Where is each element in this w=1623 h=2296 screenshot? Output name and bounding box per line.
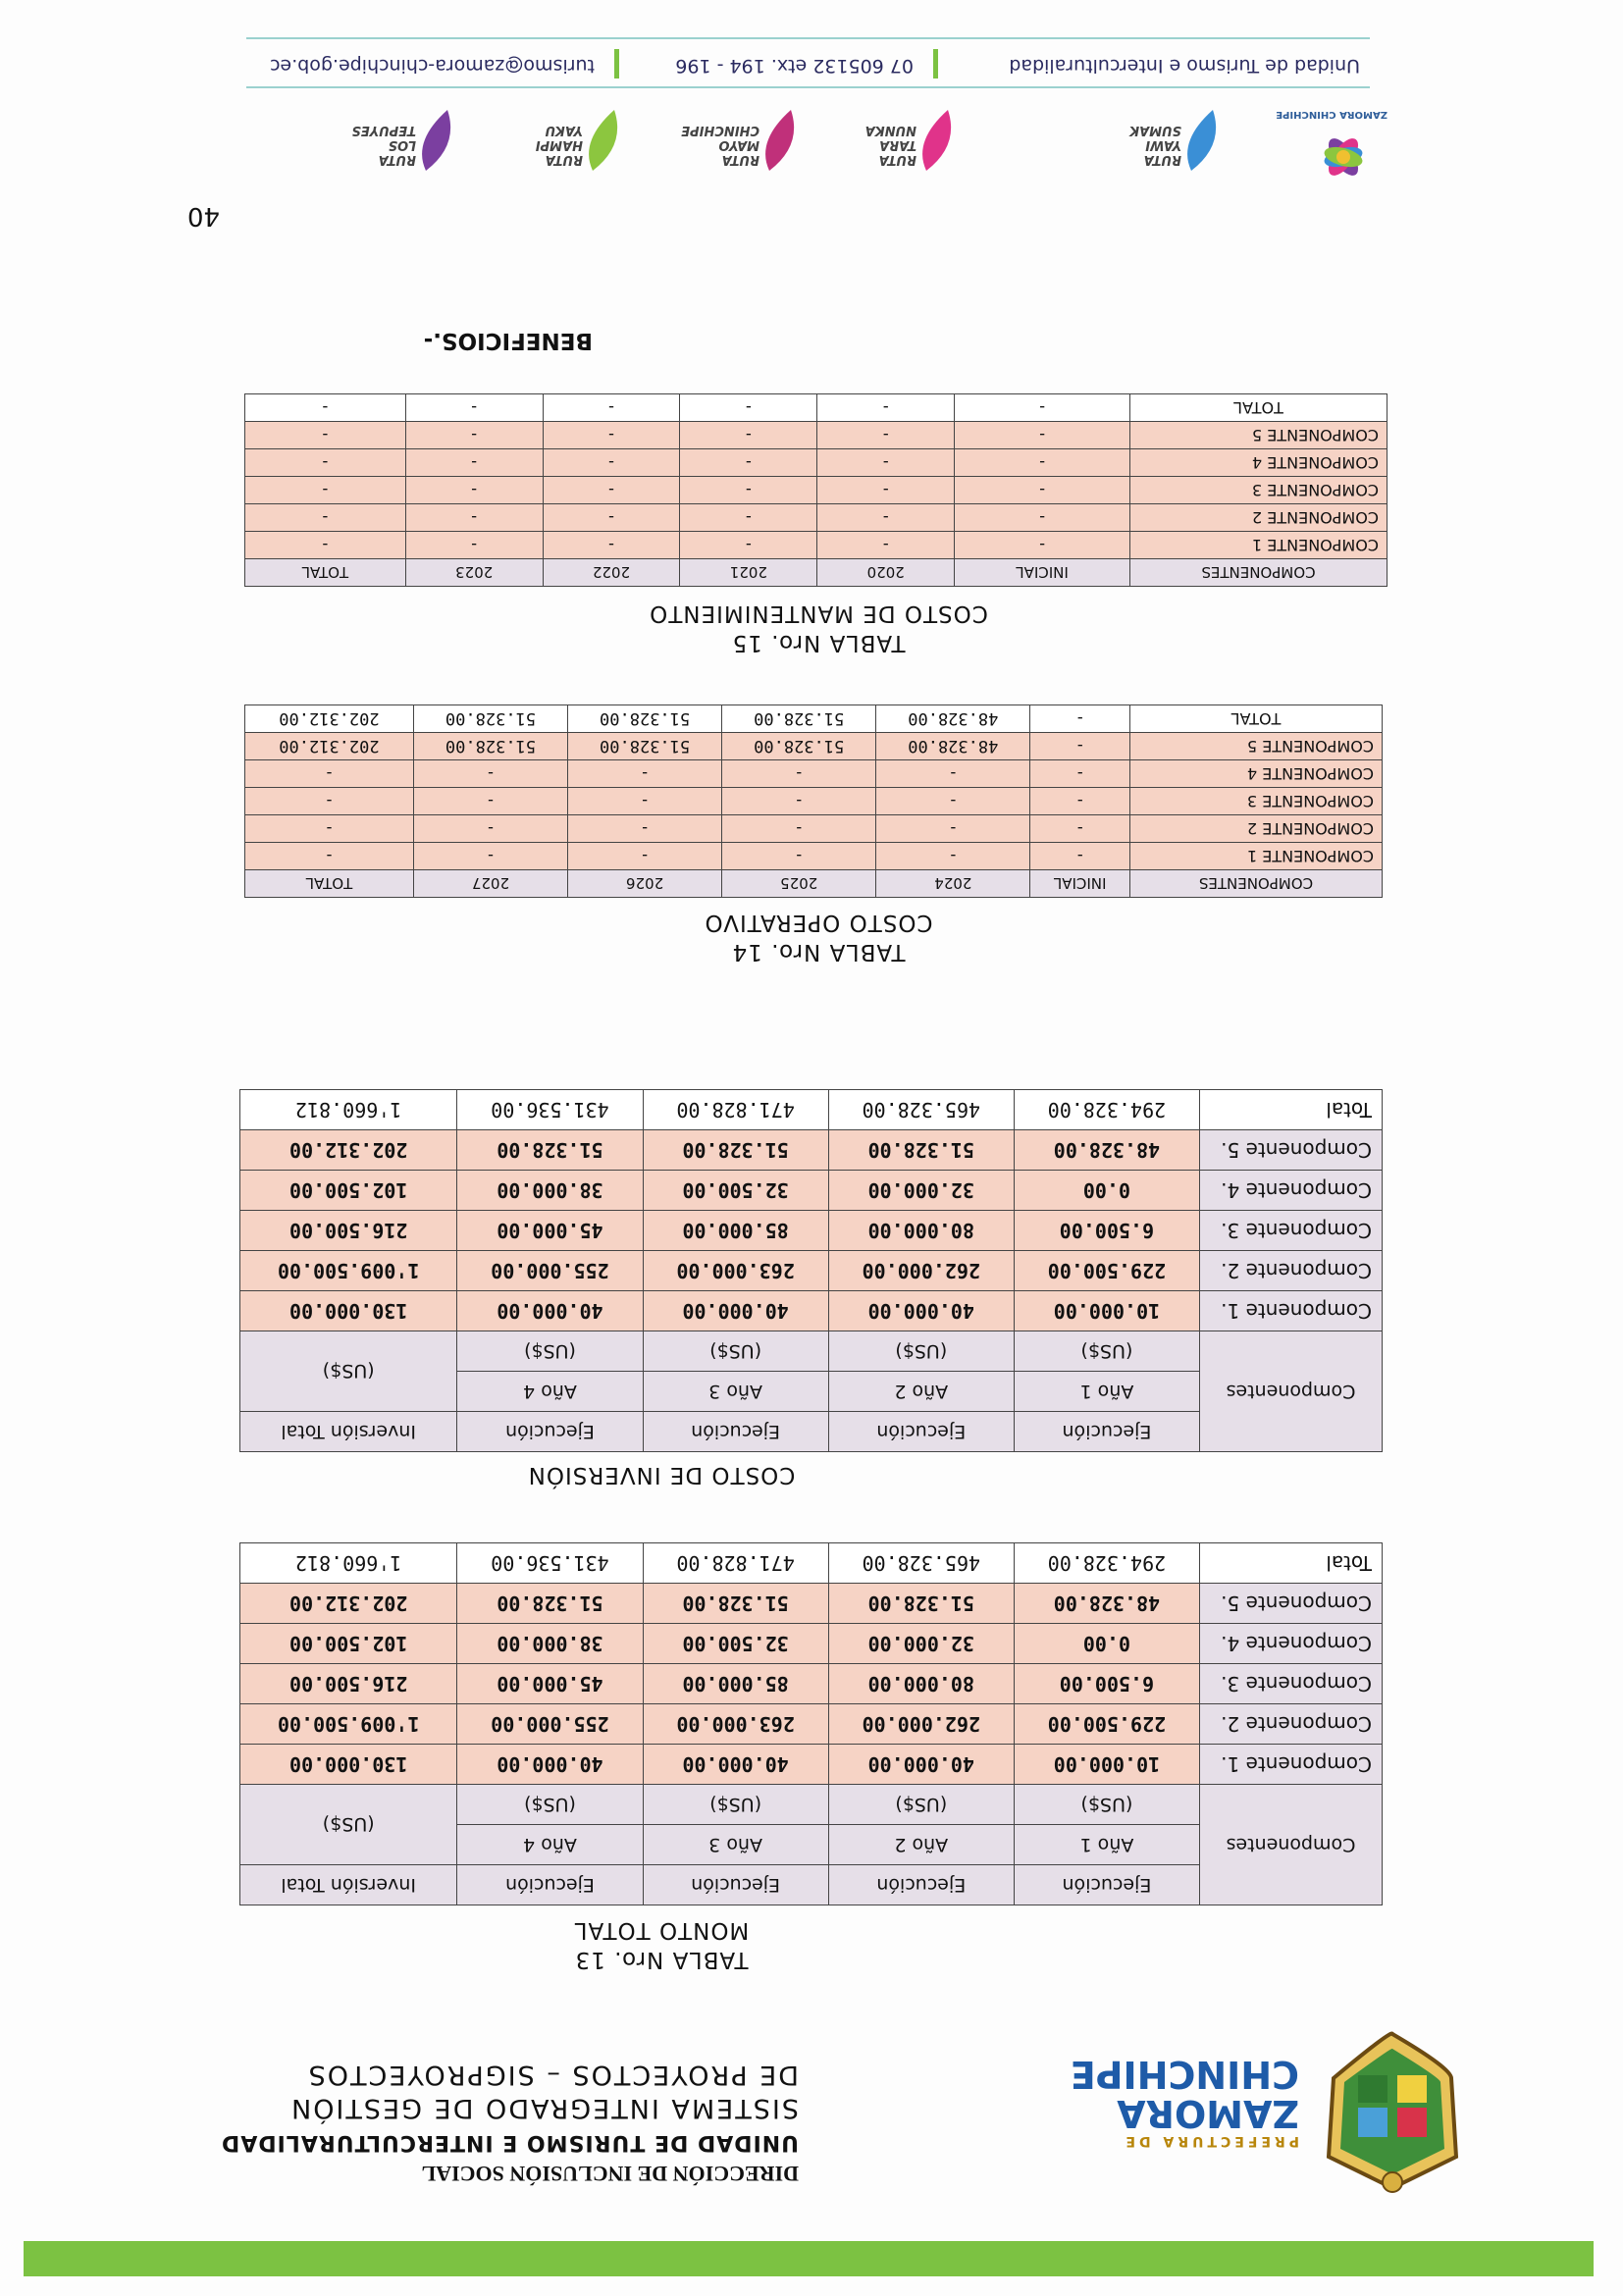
- cell: -: [1030, 733, 1130, 760]
- row-label: COMPONENTE 2: [1130, 504, 1387, 532]
- cell: 48.328.00: [876, 733, 1030, 760]
- table14-header: COMPONENTES: [1130, 870, 1383, 898]
- table14-caption: [524, 908, 1113, 966]
- cell: 471.828.00: [643, 1090, 828, 1130]
- cell: 431.536.00: [457, 1090, 643, 1130]
- table13-unit: (US$): [828, 1785, 1014, 1825]
- inv-header: Ejecución: [457, 1412, 643, 1452]
- table14-header: INICIAL: [1030, 870, 1130, 898]
- table14-subtitle: COSTO OPERATIVO: [704, 910, 933, 935]
- zamora-chinchipe-tourism-logo: [1240, 98, 1387, 186]
- table13-year: Año 4: [457, 1825, 643, 1865]
- table-row: [240, 1291, 1383, 1331]
- cell: -: [405, 477, 543, 504]
- total-label: TOTAL: [1130, 394, 1387, 422]
- table13-header: Ejecución: [457, 1865, 643, 1905]
- ruta-name: HAMPI: [535, 137, 583, 152]
- cell: -: [955, 477, 1130, 504]
- table14: [244, 704, 1383, 898]
- cell: -: [817, 394, 955, 422]
- cell: -: [568, 788, 722, 815]
- cell: 0.00: [1014, 1624, 1199, 1664]
- cell: -: [722, 815, 876, 843]
- row-label: COMPONENTE 1: [1130, 843, 1383, 870]
- inv-col-componentes: Componentes: [1200, 1331, 1383, 1452]
- table-row: [240, 1251, 1383, 1291]
- ruta-name: YAWI: [1145, 137, 1181, 152]
- cell: 51.328.00: [722, 733, 876, 760]
- cell: -: [245, 504, 406, 532]
- cell: -: [568, 815, 722, 843]
- cell: -: [405, 449, 543, 477]
- cell: -: [405, 532, 543, 559]
- cell: 216.500.00: [240, 1664, 457, 1704]
- table13: [239, 1542, 1383, 1905]
- table13-year: (US$): [240, 1785, 457, 1865]
- inv-year: Año 2: [828, 1372, 1014, 1412]
- cell: 51.328.00: [568, 733, 722, 760]
- inv-unit: (US$): [828, 1331, 1014, 1372]
- inv-year: (US$): [240, 1331, 457, 1412]
- table-row: [240, 1624, 1383, 1664]
- table-row: [245, 532, 1387, 559]
- cell: -: [955, 532, 1130, 559]
- page-footer: [0, 0, 1623, 186]
- cell: 51.328.00: [413, 705, 567, 733]
- inv-unit: (US$): [457, 1331, 643, 1372]
- cell: 202.312.00: [245, 705, 414, 733]
- row-label: Componente 4.: [1200, 1624, 1383, 1664]
- cell: -: [817, 532, 955, 559]
- unidad-line: UNIDAD DE TURISMO E INTERCULTURALIDAD: [221, 2130, 799, 2155]
- cell: -: [680, 504, 817, 532]
- cell: 85.000.00: [643, 1664, 828, 1704]
- zamora-text: ZAMORA: [1117, 2092, 1299, 2135]
- ruta-name: CHINCHIPE: [681, 123, 759, 137]
- row-label: Componente 5.: [1200, 1130, 1383, 1171]
- table13-year: Año 2: [828, 1825, 1014, 1865]
- cell: -: [245, 449, 406, 477]
- inv-unit: (US$): [1014, 1331, 1199, 1372]
- footer-separator: [933, 49, 938, 78]
- leaf-icon: [410, 106, 455, 175]
- page-number: 40: [186, 201, 220, 231]
- cell: -: [405, 422, 543, 449]
- cell: 6.500.00: [1014, 1664, 1199, 1704]
- cell: -: [955, 504, 1130, 532]
- cell: 10.000.00: [1014, 1291, 1199, 1331]
- total-label: Total: [1200, 1090, 1383, 1130]
- prefectura-seal-icon: [1319, 2029, 1466, 2196]
- row-label: Componente 1.: [1200, 1291, 1383, 1331]
- cell: 465.328.00: [828, 1090, 1014, 1130]
- cell: -: [568, 760, 722, 788]
- cell: 40.000.00: [457, 1745, 643, 1785]
- cell: -: [405, 394, 543, 422]
- inv-header: Ejecución: [643, 1412, 828, 1452]
- table15-header: INICIAL: [955, 559, 1130, 587]
- cell: 48.328.00: [876, 705, 1030, 733]
- cell: -: [876, 815, 1030, 843]
- cell: -: [955, 422, 1130, 449]
- cell: -: [245, 815, 414, 843]
- cell: 32.500.00: [643, 1171, 828, 1211]
- cell: 202.312.00: [240, 1584, 457, 1624]
- cell: -: [955, 449, 1130, 477]
- cell: 1'009.500.00: [240, 1251, 457, 1291]
- cell: -: [876, 843, 1030, 870]
- cell: 45.000.00: [457, 1664, 643, 1704]
- ruta-word: RUTA: [1143, 152, 1181, 167]
- row-label: Componente 4.: [1200, 1171, 1383, 1211]
- cell: -: [413, 815, 567, 843]
- table13-header: Ejecución: [643, 1865, 828, 1905]
- cell: 45.000.00: [457, 1211, 643, 1251]
- cell: 51.328.00: [457, 1584, 643, 1624]
- cell: 431.536.00: [457, 1543, 643, 1584]
- table-row: [245, 449, 1387, 477]
- cell: -: [680, 532, 817, 559]
- table-row: [240, 1130, 1383, 1171]
- inv-year: Año 1: [1014, 1372, 1199, 1412]
- cell: -: [955, 394, 1130, 422]
- cell: 10.000.00: [1014, 1745, 1199, 1785]
- cell: -: [817, 477, 955, 504]
- footer-unit-text: Unidad de Turismo e Interculturalidad: [1009, 55, 1360, 77]
- table13-header: Ejecución: [828, 1865, 1014, 1905]
- cell: -: [413, 788, 567, 815]
- footer-phone: 07 605132 etx. 194 - 196: [675, 55, 914, 77]
- cell: -: [413, 843, 567, 870]
- table-row: [245, 843, 1383, 870]
- cell: -: [680, 422, 817, 449]
- cell: 38.000.00: [457, 1171, 643, 1211]
- cell: 263.000.00: [643, 1251, 828, 1291]
- sigproyectos-line: DE PROYECTOS – SIGPROYECTOS: [306, 2060, 799, 2090]
- cell: 51.328.00: [643, 1584, 828, 1624]
- leaf-icon: [1176, 106, 1221, 175]
- cell: 51.328.00: [643, 1130, 828, 1171]
- cell: 80.000.00: [828, 1211, 1014, 1251]
- table15-title: TABLA Nro. 15: [731, 630, 906, 655]
- ruta-name: TARA: [879, 137, 916, 152]
- cell: 0.00: [1014, 1171, 1199, 1211]
- table13-unit: (US$): [643, 1785, 828, 1825]
- cell: 32.500.00: [643, 1624, 828, 1664]
- ruta-name: YAKU: [545, 123, 583, 137]
- table15-header: 2020: [817, 559, 955, 587]
- ruta-logo: [681, 101, 799, 175]
- table13-caption: [387, 1915, 936, 1974]
- table13-unit: (US$): [457, 1785, 643, 1825]
- page-header: [0, 2011, 1623, 2208]
- cell: 32.000.00: [828, 1624, 1014, 1664]
- cell: -: [876, 760, 1030, 788]
- footer-email[interactable]: turismo@zamora-chinchipe.gob.ec: [270, 55, 595, 77]
- table15-header: 2021: [680, 559, 817, 587]
- flower-icon: [1299, 118, 1387, 186]
- cell: 6.500.00: [1014, 1211, 1199, 1251]
- ruta-name: TEPUYES: [351, 123, 416, 137]
- cell: 294.328.00: [1014, 1090, 1199, 1130]
- cell: -: [245, 422, 406, 449]
- cell: 1'009.500.00: [240, 1704, 457, 1745]
- row-label: Componente 3.: [1200, 1211, 1383, 1251]
- table14-header: 2025: [722, 870, 876, 898]
- cell: 48.328.00: [1014, 1584, 1199, 1624]
- cell: 40.000.00: [828, 1291, 1014, 1331]
- table-row: [240, 1211, 1383, 1251]
- table-row: [245, 477, 1387, 504]
- cell: -: [1030, 788, 1130, 815]
- cell: -: [722, 788, 876, 815]
- cell: -: [245, 788, 414, 815]
- cell: 48.328.00: [1014, 1130, 1199, 1171]
- cell: -: [680, 477, 817, 504]
- inv-year: Año 3: [643, 1372, 828, 1412]
- table-total-row: [245, 394, 1387, 422]
- table13-title: TABLA Nro. 13: [574, 1947, 749, 1972]
- cell: -: [543, 477, 680, 504]
- table15-header: COMPONENTES: [1130, 559, 1387, 587]
- cell: 255.000.00: [457, 1251, 643, 1291]
- ruta-word: RUTA: [545, 152, 583, 167]
- cell: -: [245, 532, 406, 559]
- row-label: COMPONENTE 2: [1130, 815, 1383, 843]
- cell: 51.328.00: [828, 1130, 1014, 1171]
- cell: 202.312.00: [245, 733, 414, 760]
- table15-header: TOTAL: [245, 559, 406, 587]
- cell: -: [722, 843, 876, 870]
- table15-caption: [524, 599, 1113, 657]
- row-label: COMPONENTE 3: [1130, 788, 1383, 815]
- footer-separator: [614, 49, 619, 78]
- table-row: [240, 1584, 1383, 1624]
- table14-title: TABLA Nro. 14: [731, 939, 906, 965]
- table14-header: 2024: [876, 870, 1030, 898]
- cell: 263.000.00: [643, 1704, 828, 1745]
- cell: 1'660.812: [240, 1090, 457, 1130]
- cell: -: [543, 532, 680, 559]
- total-label: TOTAL: [1130, 705, 1383, 733]
- cell: 40.000.00: [643, 1291, 828, 1331]
- cell: -: [543, 394, 680, 422]
- cell: 38.000.00: [457, 1624, 643, 1664]
- table-row: [245, 760, 1383, 788]
- table-row: [245, 788, 1383, 815]
- inv-header: Ejecución: [1014, 1412, 1199, 1452]
- cell: 51.328.00: [722, 705, 876, 733]
- cell: -: [568, 843, 722, 870]
- cell: -: [1030, 843, 1130, 870]
- cell: -: [1030, 705, 1130, 733]
- cell: 32.000.00: [828, 1171, 1014, 1211]
- cell: -: [1030, 760, 1130, 788]
- table-row: [245, 504, 1387, 532]
- table13-year: Año 1: [1014, 1825, 1199, 1865]
- cell: -: [245, 760, 414, 788]
- cell: 262.000.00: [828, 1704, 1014, 1745]
- direccion-line: DIRECCIÓN DE INCLUSIÓN SOCIAL: [421, 2162, 799, 2186]
- table13-header: Inversión Total: [240, 1865, 457, 1905]
- table14-header: TOTAL: [245, 870, 414, 898]
- inv-year: Año 4: [457, 1372, 643, 1412]
- cell: 40.000.00: [457, 1291, 643, 1331]
- cell: 102.500.00: [240, 1171, 457, 1211]
- cell: -: [413, 760, 567, 788]
- leaf-icon: [577, 106, 622, 175]
- cell: 40.000.00: [643, 1745, 828, 1785]
- row-label: COMPONENTE 4: [1130, 760, 1383, 788]
- cell: -: [543, 504, 680, 532]
- ruta-word: RUTA: [721, 152, 759, 167]
- cell: 51.328.00: [568, 705, 722, 733]
- inv-header: Ejecución: [828, 1412, 1014, 1452]
- cell: 294.328.00: [1014, 1543, 1199, 1584]
- cell: -: [245, 477, 406, 504]
- row-label: COMPONENTE 5: [1130, 422, 1387, 449]
- rutas-logos: [181, 98, 1387, 186]
- table15-subtitle: COSTO DE MANTENIMIENTO: [649, 600, 988, 626]
- table-total-row: [240, 1543, 1383, 1584]
- table-row: [245, 422, 1387, 449]
- ruta-name: SUMAK: [1129, 123, 1181, 137]
- ruta-logo: [838, 101, 956, 175]
- cell: 51.328.00: [828, 1584, 1014, 1624]
- footer-divider: [246, 86, 1370, 88]
- row-label: COMPONENTE 1: [1130, 532, 1387, 559]
- inv-unit: (US$): [643, 1331, 828, 1372]
- inv-caption: COSTO DE INVERSIÓN: [527, 1462, 796, 1487]
- ruta-word: RUTA: [878, 152, 916, 167]
- cell: -: [817, 449, 955, 477]
- table-row: [240, 1171, 1383, 1211]
- row-label: COMPONENTE 3: [1130, 477, 1387, 504]
- row-label: COMPONENTE 4: [1130, 449, 1387, 477]
- inv-header: Inversión Total: [240, 1412, 457, 1452]
- row-label: Componente 2.: [1200, 1251, 1383, 1291]
- cell: 229.500.00: [1014, 1704, 1199, 1745]
- row-label: Componente 3.: [1200, 1664, 1383, 1704]
- cell: 229.500.00: [1014, 1251, 1199, 1291]
- cell: -: [1030, 815, 1130, 843]
- cell: -: [245, 394, 406, 422]
- cell: -: [543, 449, 680, 477]
- table15-header: 2023: [405, 559, 543, 587]
- cell: -: [543, 422, 680, 449]
- cell: -: [245, 843, 414, 870]
- table-row: [245, 815, 1383, 843]
- table-row: [240, 1745, 1383, 1785]
- ruta-name: LOS: [388, 137, 416, 152]
- table13-col-componentes: Componentes: [1200, 1785, 1383, 1905]
- table-row: [245, 733, 1383, 760]
- table-total-row: [245, 705, 1383, 733]
- cell: -: [680, 394, 817, 422]
- cell: -: [680, 449, 817, 477]
- table13-header: Ejecución: [1014, 1865, 1199, 1905]
- cell: 1'660.812: [240, 1543, 457, 1584]
- cell: -: [876, 788, 1030, 815]
- zamora-chinchipe-logo-text: ZAMORA CHINCHIPE: [1276, 109, 1387, 120]
- ruta-name: NUNKA: [864, 123, 916, 137]
- cell: 102.500.00: [240, 1624, 457, 1664]
- table14-header: 2026: [568, 870, 722, 898]
- table15-header: 2022: [543, 559, 680, 587]
- table15: [244, 393, 1387, 587]
- cell: 130.000.00: [240, 1291, 457, 1331]
- table-row: [240, 1704, 1383, 1745]
- total-label: Total: [1200, 1543, 1383, 1584]
- table13-subtitle: MONTO TOTAL: [573, 1917, 750, 1943]
- row-label: Componente 5.: [1200, 1584, 1383, 1624]
- department-heading: [190, 2058, 799, 2186]
- prefectura-logo: [1064, 2055, 1299, 2149]
- cell: 202.312.00: [240, 1130, 457, 1171]
- cell: 85.000.00: [643, 1211, 828, 1251]
- beneficios-heading: BENEFICIOS.-: [423, 328, 593, 353]
- cell: 40.000.00: [828, 1745, 1014, 1785]
- cell: -: [817, 422, 955, 449]
- cell: 51.328.00: [457, 1130, 643, 1171]
- cell: 262.000.00: [828, 1251, 1014, 1291]
- cell: 130.000.00: [240, 1745, 457, 1785]
- cell: 465.328.00: [828, 1543, 1014, 1584]
- cell: 80.000.00: [828, 1664, 1014, 1704]
- table-row: [240, 1664, 1383, 1704]
- cell: 255.000.00: [457, 1704, 643, 1745]
- table-costo-inversion: [239, 1089, 1383, 1452]
- cell: 471.828.00: [643, 1543, 828, 1584]
- row-label: Componente 1.: [1200, 1745, 1383, 1785]
- chinchipe-text: CHINCHIPE: [1070, 2053, 1299, 2096]
- table13-year: Año 3: [643, 1825, 828, 1865]
- cell: -: [722, 760, 876, 788]
- table-total-row: [240, 1090, 1383, 1130]
- ruta-word: RUTA: [378, 152, 416, 167]
- cell: -: [405, 504, 543, 532]
- cell: -: [817, 504, 955, 532]
- ruta-logo: [504, 101, 622, 175]
- ruta-logo: [338, 101, 455, 175]
- leaf-icon: [911, 106, 956, 175]
- ruta-logo: [1103, 101, 1221, 175]
- row-label: Componente 2.: [1200, 1704, 1383, 1745]
- row-label: COMPONENTE 5: [1130, 733, 1383, 760]
- leaf-icon: [754, 106, 799, 175]
- footer-divider: [246, 37, 1370, 39]
- prefectura-de-text: PREFECTURA DE: [1122, 2133, 1299, 2149]
- table13-unit: (US$): [1014, 1785, 1199, 1825]
- footer-contact: [246, 47, 1370, 77]
- sistema-line: SISTEMA INTEGRADO DE GESTIÓN: [289, 2093, 799, 2123]
- cell: 51.328.00: [413, 733, 567, 760]
- table14-header: 2027: [413, 870, 567, 898]
- ruta-name: MAYO: [718, 137, 759, 152]
- top-green-bar: [24, 2241, 1594, 2276]
- cell: 216.500.00: [240, 1211, 457, 1251]
